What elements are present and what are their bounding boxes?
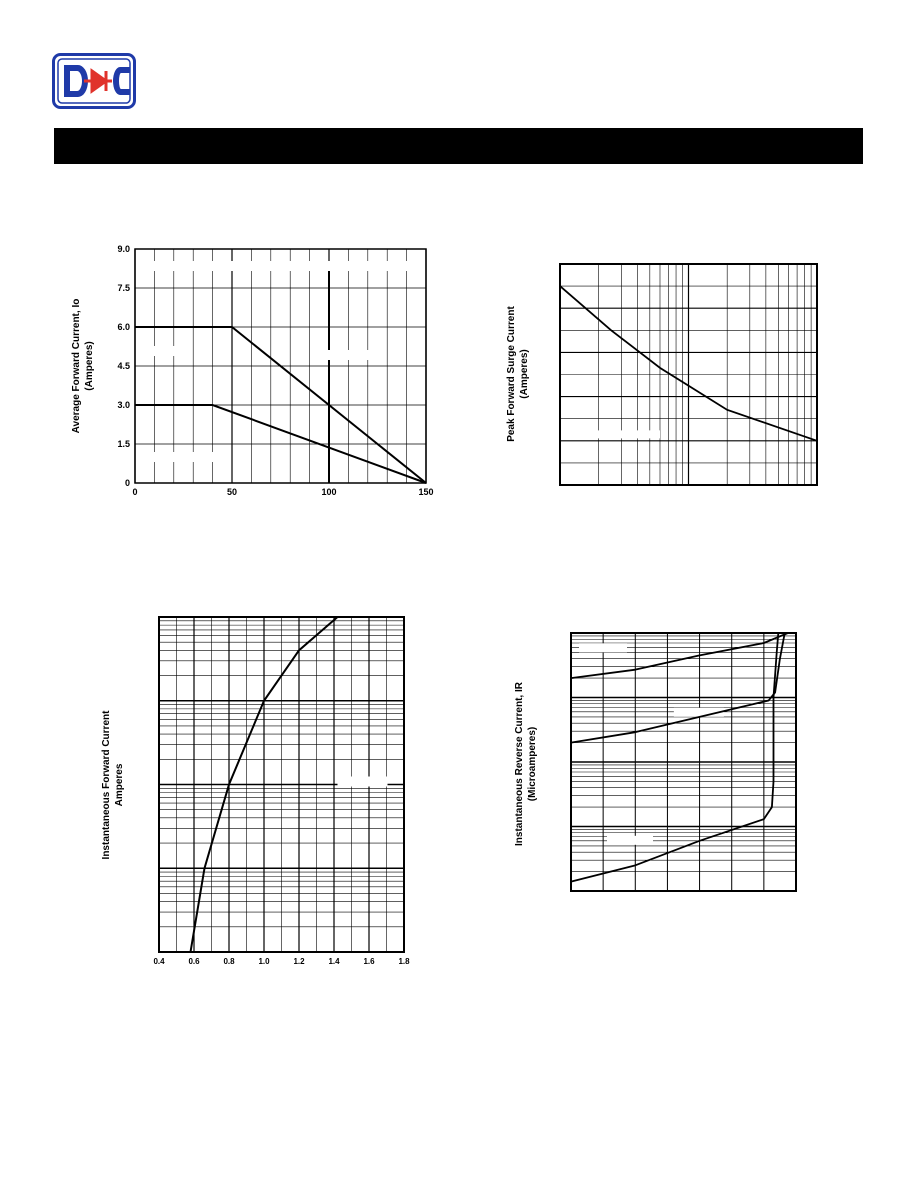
chart1-ytick-label: 9.0 [117, 244, 130, 254]
chart1-xtick-label: 0 [132, 487, 138, 497]
chart2-ylabel2: (Amperes) [519, 349, 530, 399]
chart3-xtick-label: 0.6 [188, 957, 200, 966]
chart-instantaneous-reverse-current [514, 633, 796, 891]
chart4-ylabel2: (Microamperes) [527, 726, 538, 802]
chart3-tick-labels [153, 957, 410, 966]
chart3-ylabel2: Amperes [114, 763, 125, 807]
chart3-xtick-label: 1.6 [363, 957, 375, 966]
chart3-xtick-label: 1.8 [398, 957, 410, 966]
chart1-ylabel: Average Forward Current, Io [71, 298, 82, 434]
chart1-label-gap [138, 452, 218, 462]
chart3-xtick-label: 1.2 [293, 957, 305, 966]
chart1-ytick-label: 6.0 [117, 322, 130, 332]
chart3-label-gap [338, 777, 388, 787]
chart3-grid [159, 617, 404, 952]
chart4-ylabel: Instantaneous Reverse Current, IR [514, 682, 525, 846]
chart4-label-gap [579, 643, 627, 652]
chart1-ytick-label: 0 [124, 478, 130, 488]
chart2-ylabel: Peak Forward Surge Current [506, 306, 517, 442]
chart4-label-gap [607, 836, 653, 845]
chart-average-forward-current [71, 244, 434, 497]
chart1-xtick-label: 50 [226, 487, 238, 497]
chart3-xtick-label: 1.0 [258, 957, 270, 966]
chart1-ytick-label: 1.5 [117, 439, 130, 449]
chart1-xtick-label: 150 [418, 487, 434, 497]
chart3-xtick-label: 0.4 [153, 957, 165, 966]
chart2-label-gap [590, 430, 660, 438]
chart4-grid [571, 633, 796, 891]
chart1-ytick-label: 3.0 [117, 400, 130, 410]
chart2-grid [560, 264, 817, 485]
chart1-ytick-label: 4.5 [117, 361, 130, 371]
chart1-xtick-label: 100 [321, 487, 337, 497]
chart-instantaneous-forward-current [101, 617, 410, 966]
chart-peak-forward-surge [506, 264, 817, 485]
chart1-label-gap [138, 346, 183, 356]
chart1-ytick-label: 7.5 [117, 283, 130, 293]
chart1-label-gap [138, 261, 423, 271]
chart1-ylabel2: (Amperes) [84, 341, 95, 391]
chart3-xtick-label: 0.8 [223, 957, 235, 966]
chart3-xtick-label: 1.4 [328, 957, 340, 966]
chart4-series-line-lower [571, 633, 778, 882]
chart3-ylabel: Instantaneous Forward Current [101, 710, 112, 860]
chart1-label-gap [319, 350, 369, 360]
